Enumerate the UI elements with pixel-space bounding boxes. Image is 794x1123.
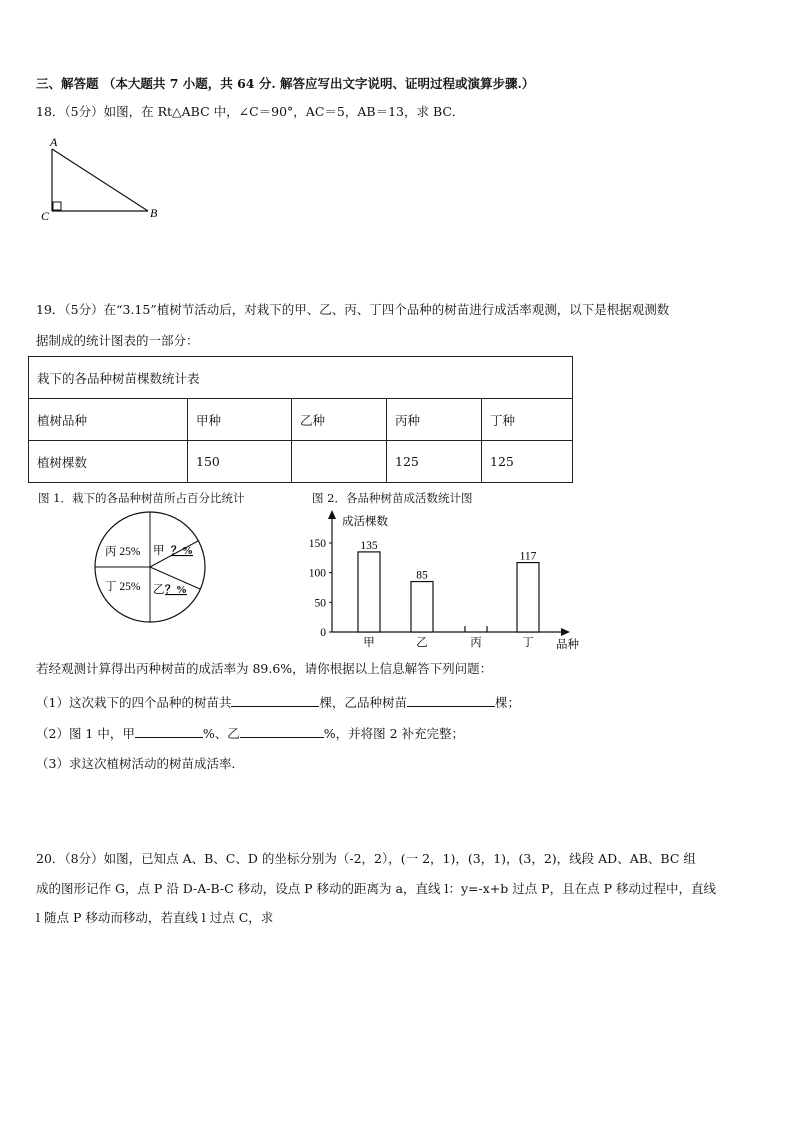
answer-blank-jia-percent[interactable] xyxy=(135,725,203,738)
q19-after-text: 若经观测计算得出丙种树苗的成活率为 89.6%，请你根据以上信息解答下列问题： xyxy=(36,661,493,676)
bar-3 xyxy=(517,563,539,632)
table-cell: 丙种 xyxy=(387,399,482,441)
stats-table xyxy=(28,356,573,483)
category-label: 乙 xyxy=(416,637,428,649)
sub1-part-a: （1）这次栽下的四个品种的树苗共 xyxy=(36,695,232,710)
x-axis-label: 品种 xyxy=(556,639,579,651)
table-cell xyxy=(292,441,387,483)
label-c: C xyxy=(41,209,50,223)
answer-blank-yi-count[interactable] xyxy=(407,694,495,707)
q19-sub3: （3）求这次植树活动的树苗成活率． xyxy=(36,756,244,771)
sub1-part-b: 棵，乙品种树苗 xyxy=(319,695,407,710)
table-row xyxy=(29,441,573,483)
bar-0 xyxy=(358,552,380,632)
sub1-part-c: 棵； xyxy=(494,695,520,710)
category-label: 甲 xyxy=(363,637,375,649)
answer-blank-total[interactable] xyxy=(231,694,319,707)
pie-unknown-jia: ？% xyxy=(171,545,193,557)
bar-1 xyxy=(411,582,433,632)
answer-blank-yi-percent[interactable] xyxy=(240,725,324,738)
fig1-caption: 图 1．栽下的各品种树苗所占百分比统计 xyxy=(38,491,245,505)
category-label: 丙 xyxy=(470,637,482,649)
bar-value-label: 135 xyxy=(360,539,378,552)
label-b: B xyxy=(150,206,158,220)
pie-label-yi: 乙 xyxy=(153,584,165,596)
q20-line3: l 随点 P 移动而移动，若直线 l 过点 C，求 xyxy=(36,910,274,925)
table-cell: 125 xyxy=(387,441,482,483)
y-tick-label: 50 xyxy=(314,597,326,610)
x-axis-arrow xyxy=(561,628,570,636)
section-header: 三、解答题 （本大题共 7 小题，共 64 分. 解答应写出文字说明、证明过程或演算步骤.） xyxy=(36,76,535,91)
triangle-figure xyxy=(36,134,176,229)
q20-line1: 20．（8分）如图，已知点 A、B、C、D 的坐标分别为（-2，2），(一 2，1)，(3，1)，(3，2)，线段 AD、AB、BC 组 xyxy=(36,851,696,866)
table-cell: 植树棵数 xyxy=(29,441,188,483)
pie-label-jia: 甲 xyxy=(153,545,165,557)
y-axis-arrow xyxy=(328,510,336,519)
table-row xyxy=(29,399,573,441)
q20-line2: 成的图形记作 G，点 P 沿 D-A-B-C 移动，设点 P 移动的距离为 a，直线 l：y=-x+b 过点 P，且在点 P 移动过程中，直线 xyxy=(36,881,716,896)
table-cell: 乙种 xyxy=(292,399,387,441)
right-angle-mark xyxy=(53,202,61,210)
y-tick-label: 150 xyxy=(308,538,326,550)
q19-sub1 xyxy=(36,694,520,711)
table-cell: 丁种 xyxy=(482,399,573,441)
label-a: A xyxy=(50,135,58,149)
pie-unknown-yi: ？% xyxy=(165,584,187,596)
pie-label-bing: 丙 25% xyxy=(105,546,141,558)
side-ab xyxy=(52,149,148,211)
q19-sub2 xyxy=(36,725,464,742)
y-tick-label: 0 xyxy=(320,627,326,639)
pie-chart xyxy=(90,508,210,628)
sub2-part-c: %，并将图 2 补充完整； xyxy=(323,726,465,741)
q19-intro-line2: 据制成的统计图表的一部分： xyxy=(36,333,199,348)
y-tick-label: 100 xyxy=(308,567,326,580)
q18-text: 18．（5分）如图，在 Rt△ABC 中，∠C＝90°，AC＝5，AB＝13，求 BC． xyxy=(36,104,465,119)
fig2-caption: 图 2．各品种树苗成活数统计图 xyxy=(312,491,473,505)
bar-value-label: 117 xyxy=(519,550,537,563)
bar-chart xyxy=(300,508,600,656)
table-cell: 甲种 xyxy=(188,399,292,441)
bar-value-label: 85 xyxy=(416,569,428,582)
table-title: 栽下的各品种树苗棵数统计表 xyxy=(29,357,573,399)
category-label: 丁 xyxy=(522,637,534,649)
pie-label-ding: 丁 25% xyxy=(105,581,141,593)
sub2-part-b: %、乙 xyxy=(202,726,240,741)
q19-intro-line1: 19．（5分）在“3.15”植树节活动后，对栽下的甲、乙、丙、丁四个品种的树苗进行成活率观测，以下是根据观测数 xyxy=(36,302,670,317)
table-cell: 150 xyxy=(188,441,292,483)
table-cell: 125 xyxy=(482,441,573,483)
y-axis-label: 成活棵数 xyxy=(342,516,388,528)
table-cell: 植树品种 xyxy=(29,399,188,441)
sub2-part-a: （2）图 1 中，甲 xyxy=(36,726,135,741)
